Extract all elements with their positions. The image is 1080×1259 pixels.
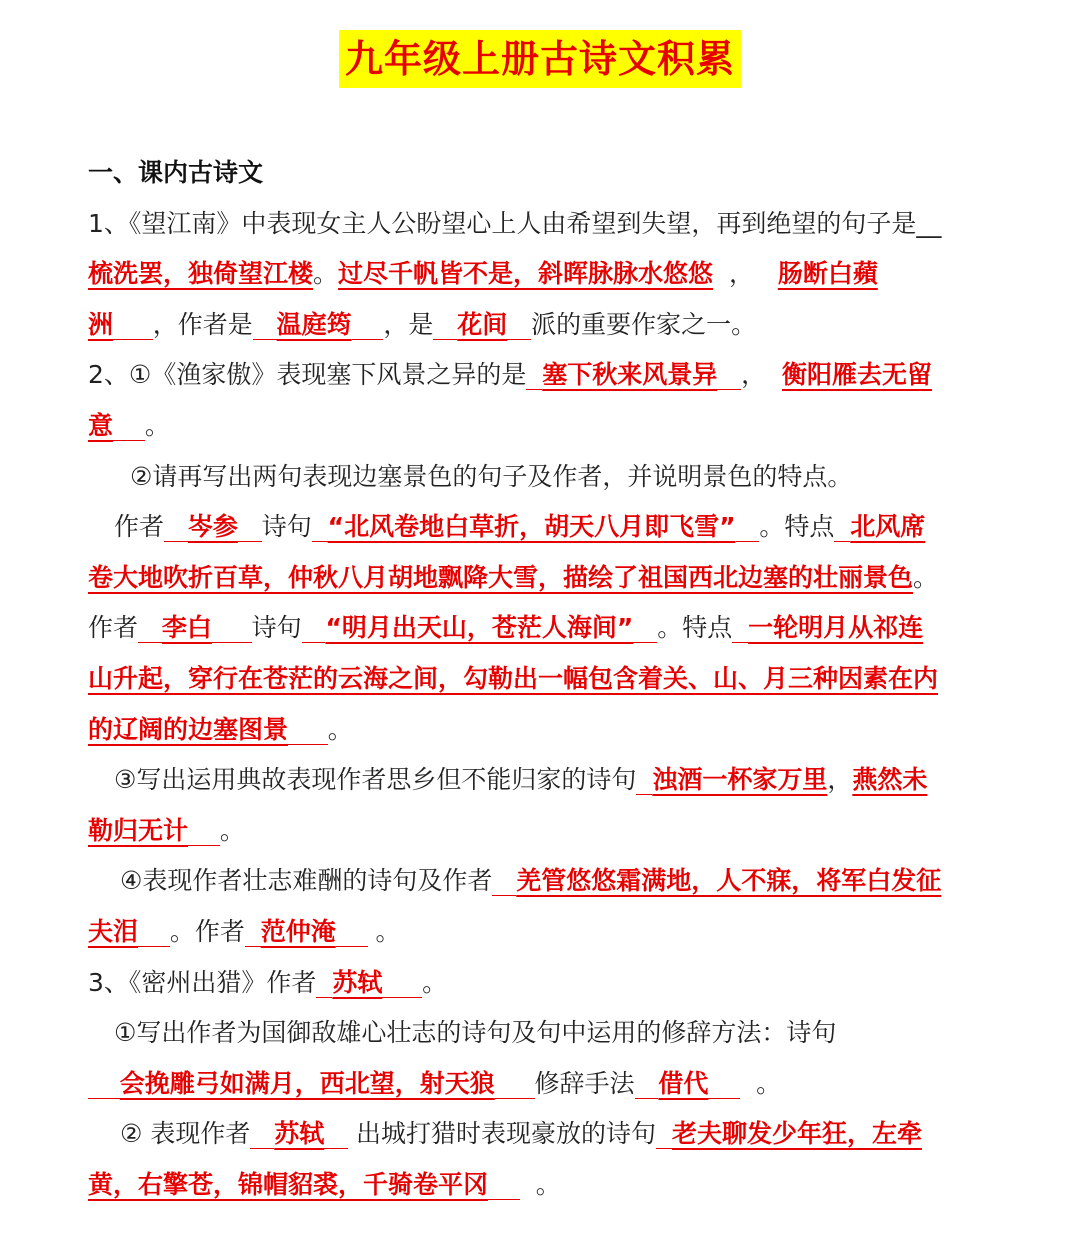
q3-sub1-poem-tail — [495, 1069, 535, 1099]
q2-sub4-line-2 — [88, 907, 988, 958]
q2-sub3-line-1 — [88, 755, 988, 806]
q3-sub2-prompt-a: ② 表现作者 — [120, 1119, 251, 1149]
q2-a2-feature-tail — [288, 715, 328, 745]
q3-sub1-poem: 会挽雕弓如满月，西北望，射天狼 — [119, 1068, 495, 1098]
q2-sub4-text: 。作者 — [169, 916, 245, 946]
q2-blank-lead — [526, 360, 542, 390]
q2-sub3-sep: ， — [827, 765, 853, 795]
q2-sub2-prompt: ②请再写出两句表现边塞景色的句子及作者，并说明景色的特点。 — [130, 461, 853, 491]
q2-a1-poem-lead — [312, 512, 328, 542]
q2-sub4-author-lead — [245, 917, 261, 947]
author-label: 作者 — [114, 512, 165, 542]
feature-label: 。特点 — [759, 512, 835, 542]
q1-blank-fill — [113, 310, 153, 340]
q2-a2-feature-c: 的辽阔的边塞图景 — [88, 714, 289, 744]
q1-answer-3b: 洲 — [88, 309, 114, 339]
q2-sub3-blank-tail — [188, 816, 220, 846]
q2-a2-feature-a: 一轮明月从祁连 — [748, 613, 924, 643]
q2-answer-1: 塞下秋来风景异 — [542, 360, 718, 390]
q2-a2-blank-lead — [138, 613, 162, 643]
q1-blank-author-lead — [253, 310, 277, 340]
document-body — [88, 148, 988, 1210]
q3-sub1-rhetoric-lead — [635, 1069, 659, 1099]
q2-blank-tail — [717, 360, 741, 390]
q3-sub1-text: 修辞手法 — [534, 1068, 635, 1098]
q2-a2-poem-tail — [633, 613, 657, 643]
q3-line-1 — [88, 958, 988, 1009]
q3-sub2-prompt-b: 出城打猎时表现豪放的诗句 — [356, 1119, 657, 1149]
q2-sub4-prompt: ④表现作者壮志难酬的诗句及作者 — [120, 866, 493, 896]
q2-sub3-end: 。 — [219, 815, 245, 845]
feature-label-2: 。特点 — [657, 613, 733, 643]
q2-sub3-blank-lead — [636, 765, 652, 795]
q2-sub3-answer-c: 勒归无计 — [88, 815, 189, 845]
q2-line-2 — [88, 401, 988, 452]
q2-a2-poem-lead — [302, 613, 326, 643]
q1-text-3: 派的重要作家之一。 — [531, 309, 757, 339]
q1-answer-author: 温庭筠 — [276, 309, 352, 339]
q2-a1-end: 。 — [913, 562, 939, 592]
q1-answer-3a: 肠断白蘋 — [777, 259, 878, 289]
page-title: 九年级上册古诗文积累 — [339, 30, 741, 88]
q2-sub3-answer-a: 浊酒一杯家万里 — [652, 765, 828, 795]
q3-sub2-author-lead — [250, 1119, 274, 1149]
q1-blank-school-lead — [433, 310, 457, 340]
q3-sub1-end: 。 — [756, 1068, 782, 1098]
q3-sub2-ans-lead — [656, 1119, 672, 1149]
q2-a1-feature-b: 卷大地吹折百草，仲秋八月胡地飘降大雪，描绘了祖国西北边塞的壮丽景色 — [88, 562, 914, 592]
q2-a1-blank-lead — [164, 512, 188, 542]
q2-answer-2b: 意 — [88, 410, 114, 440]
q2-sub4-answer-a: 羌管悠悠霜满地，人不寐，将军白发征 — [516, 866, 942, 896]
q2-a1-poem: “北风卷地白草折，胡天八月即飞雪” — [327, 512, 736, 542]
q1-sep-2: ， — [728, 259, 754, 289]
q2-sep-1: ， — [741, 360, 767, 390]
q1-blank-school-tail — [507, 310, 531, 340]
q2-a1-feature-a: 北风席 — [850, 512, 926, 542]
q2-sub4-blank-b — [138, 917, 170, 947]
q3-sub2-author: 苏轼 — [274, 1119, 325, 1149]
author-label-2: 作者 — [88, 613, 139, 643]
section-heading: 一、课内古诗文 — [88, 158, 264, 187]
q2-sub2-line-1 — [88, 502, 988, 553]
q3-sub1-poem-lead — [88, 1069, 120, 1099]
q3-end: 。 — [422, 967, 448, 997]
q2-a1-feature-lead — [834, 512, 850, 542]
q3-sub1-rhetoric-tail — [708, 1069, 740, 1099]
q3-sub2-line-2 — [88, 1160, 988, 1211]
q1-answer-school: 花间 — [457, 309, 508, 339]
q1-prefix: 1、《望江南》中表现女主人公盼望心上人由希望到失望，再到绝望的句子是 — [88, 208, 917, 238]
q3-prefix: 3、《密州出猎》作者 — [88, 967, 317, 997]
q2-sub2-line-2 — [88, 553, 988, 604]
q2-a2-poem: “明月出天山，苍茫人海间” — [325, 613, 634, 643]
q2-a2-author: 李白 — [161, 613, 212, 643]
q2-sub4-blank-lead — [492, 866, 516, 896]
q2-sub3-answer-b: 燕然未 — [852, 765, 928, 795]
q2-line-1 — [88, 350, 988, 401]
q3-author-lead — [316, 968, 332, 998]
q1-blank-author-tail — [352, 310, 384, 340]
q2-a2-feature-lead — [732, 613, 748, 643]
q2-a2-feature-b: 山升起，穿行在苍茫的云海之间，勾勒出一幅包含着关、山、月三种因素在内 — [88, 663, 939, 693]
q1-text-1: ，作者是 — [152, 309, 253, 339]
q2-a1-blank-tail — [238, 512, 262, 542]
q1-sep-1: 。 — [313, 259, 339, 289]
q1-text-2: ，是 — [383, 309, 434, 339]
q2-sub4-line-1 — [88, 856, 988, 907]
title-wrap — [0, 30, 1080, 88]
q2-blank-2b — [113, 411, 145, 441]
q3-sub1-rhetoric: 借代 — [658, 1068, 709, 1098]
q2-sub3-line-2 — [88, 806, 988, 857]
q2-sub2-line-5 — [88, 705, 988, 756]
q3-sub1-line-2 — [88, 1059, 988, 1110]
q1-line-1 — [88, 199, 988, 250]
q2-sub3-prompt: ③写出运用典故表现作者思乡但不能归家的诗句 — [114, 765, 637, 795]
q2-sub4-end: 。 — [375, 916, 401, 946]
q2-end: 。 — [144, 410, 170, 440]
q2-answer-2a: 衡阳雁去无留 — [782, 360, 933, 390]
q2-a2-blank-tail — [212, 613, 252, 643]
q3-sub2-line-1 — [88, 1109, 988, 1160]
q3-sub2-end: 。 — [535, 1169, 561, 1199]
q1-answer-1: 梳洗罢，独倚望江楼 — [88, 259, 314, 289]
poem-label: 诗句 — [261, 512, 312, 542]
q2-sub4-author: 范仲淹 — [260, 916, 336, 946]
q2-a1-poem-tail — [736, 512, 760, 542]
q1-trailing-blank: __ — [916, 208, 942, 238]
q2-sub4-answer-b: 夫泪 — [88, 916, 139, 946]
q2-prefix: 2、①《渔家傲》表现塞下风景之异的是 — [88, 360, 527, 390]
q3-sub2-author-tail — [324, 1119, 348, 1149]
q3-author-tail — [382, 968, 422, 998]
q2-sub4-author-tail — [336, 917, 368, 947]
q3-sub2-ans-tail — [488, 1170, 520, 1200]
q3-author: 苏轼 — [332, 967, 383, 997]
q1-line-2 — [88, 249, 988, 300]
q2-a2-end: 。 — [327, 714, 353, 744]
q2-a1-author: 岑参 — [187, 512, 238, 542]
poem-label-2: 诗句 — [251, 613, 302, 643]
q3-sub2-answer-b: 黄，右擎苍，锦帽貂裘，千骑卷平冈 — [88, 1169, 489, 1199]
q2-sub2-line-3 — [88, 603, 988, 654]
q1-answer-2: 过尽千帆皆不是，斜晖脉脉水悠悠 — [338, 259, 714, 289]
q1-line-3 — [88, 300, 988, 351]
q3-sub1-prompt: ①写出作者为国御敌雄心壮志的诗句及句中运用的修辞方法：诗句 — [114, 1018, 837, 1048]
q2-sub2-line-4 — [88, 654, 988, 705]
q3-sub2-answer-a: 老夫聊发少年狂，左牵 — [671, 1119, 922, 1149]
